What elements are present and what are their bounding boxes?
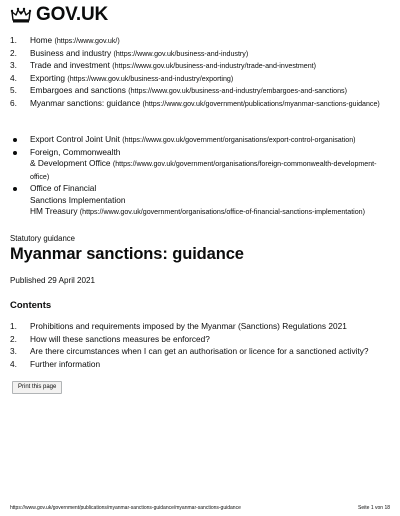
organisation-list — [10, 134, 394, 219]
organisation-url: (https://www.gov.uk/government/organisations/foreign-commonwealth-development-office) — [30, 160, 377, 181]
list-number: 1. — [10, 35, 17, 45]
breadcrumb-url: (https://www.gov.uk/business-and-industry/embargoes-and-sanctions) — [128, 87, 347, 95]
breadcrumb-item[interactable] — [10, 85, 394, 98]
contents-list — [10, 320, 394, 370]
organisation-name[interactable]: & Development Office — [30, 158, 111, 168]
breadcrumb-label[interactable]: Exporting — [30, 72, 66, 83]
organisation-item[interactable] — [10, 134, 394, 147]
breadcrumb-item[interactable] — [10, 60, 394, 73]
contents-link[interactable]: How will these sanctions measures be enforced? — [30, 333, 210, 344]
breadcrumb-label[interactable]: Trade and investment — [30, 60, 110, 70]
contents-item[interactable] — [10, 358, 394, 371]
page-title: Myanmar sanctions: guidance — [10, 245, 244, 263]
contents-item[interactable] — [10, 345, 394, 358]
list-number: 5. — [10, 85, 17, 95]
breadcrumb-label[interactable]: Business and industry — [30, 47, 112, 58]
breadcrumb-url: (https://www.gov.uk/business-and-industry/trade-and-investment) — [112, 62, 316, 70]
footer-url: https://www.gov.uk/government/publications/myanmar-sanctions-guidance/myanmar-sanctions-guidance — [10, 505, 241, 511]
breadcrumb-url: (https://www.gov.uk/business-and-industry/exporting) — [67, 74, 234, 83]
contents-item[interactable] — [10, 333, 394, 346]
breadcrumb-label[interactable]: Home — [30, 35, 53, 45]
govuk-logo-text[interactable]: GOV.UK — [36, 4, 109, 25]
organisation-name[interactable]: Office of Financial — [30, 183, 97, 193]
bullet-icon — [10, 134, 30, 147]
contents-link[interactable]: Prohibitions and requirements imposed by the Myanmar (Sanctions) Regulations 2021 — [30, 321, 347, 331]
organisation-item[interactable] — [10, 147, 394, 184]
contents-link[interactable]: Are there circumstances when I can get an authorisation or licence for a sanctioned activity? — [30, 346, 369, 356]
breadcrumb-item[interactable] — [10, 48, 394, 61]
contents-item[interactable] — [10, 320, 394, 333]
organisation-item[interactable] — [10, 183, 394, 219]
organisation-url: (https://www.gov.uk/government/organisations/export-control-organisation) — [122, 136, 356, 144]
organisation-name[interactable]: Export Control Joint Unit — [30, 134, 120, 144]
breadcrumb-url: (https://www.gov.uk/government/publications/myanmar-sanctions-guidance) — [142, 99, 380, 108]
document-type: Statutory guidance — [10, 234, 76, 243]
footer-page-number: Seite 1 von 18 — [358, 505, 390, 511]
list-number: 2. — [10, 47, 17, 58]
contents-heading: Contents — [10, 300, 52, 311]
organisation-name[interactable]: Foreign, Commonwealth — [30, 146, 121, 157]
list-number: 1. — [10, 321, 17, 331]
bullet-icon — [10, 147, 30, 184]
list-number: 3. — [10, 60, 17, 70]
list-number: 3. — [10, 346, 17, 356]
published-date: Published 29 April 2021 — [10, 276, 96, 285]
breadcrumb-item[interactable] — [10, 35, 394, 48]
govuk-header — [10, 3, 108, 27]
breadcrumb-label[interactable]: Embargoes and sanctions — [30, 85, 126, 95]
organisation-name[interactable]: Sanctions Implementation — [30, 194, 126, 205]
organisation-url: (https://www.gov.uk/government/organisations/office-of-financial-sanctions-implementation) — [79, 208, 365, 216]
breadcrumb-item[interactable] — [10, 73, 394, 86]
list-number: 4. — [10, 358, 17, 369]
print-button[interactable]: Print this page — [12, 381, 62, 394]
breadcrumb-url: (https://www.gov.uk/) — [54, 37, 120, 45]
breadcrumb-label[interactable]: Myanmar sanctions: guidance — [30, 97, 141, 108]
crown-icon — [10, 7, 32, 23]
breadcrumb — [10, 35, 394, 110]
list-number: 6. — [10, 97, 17, 108]
list-number: 2. — [10, 333, 17, 344]
list-number: 4. — [10, 72, 17, 83]
contents-link[interactable]: Further information — [30, 358, 101, 369]
breadcrumb-url: (https://www.gov.uk/business-and-industry) — [113, 49, 249, 58]
breadcrumb-item[interactable] — [10, 98, 394, 111]
bullet-icon — [10, 183, 30, 219]
print-footer — [10, 505, 390, 511]
organisation-name[interactable]: HM Treasury — [30, 206, 78, 216]
